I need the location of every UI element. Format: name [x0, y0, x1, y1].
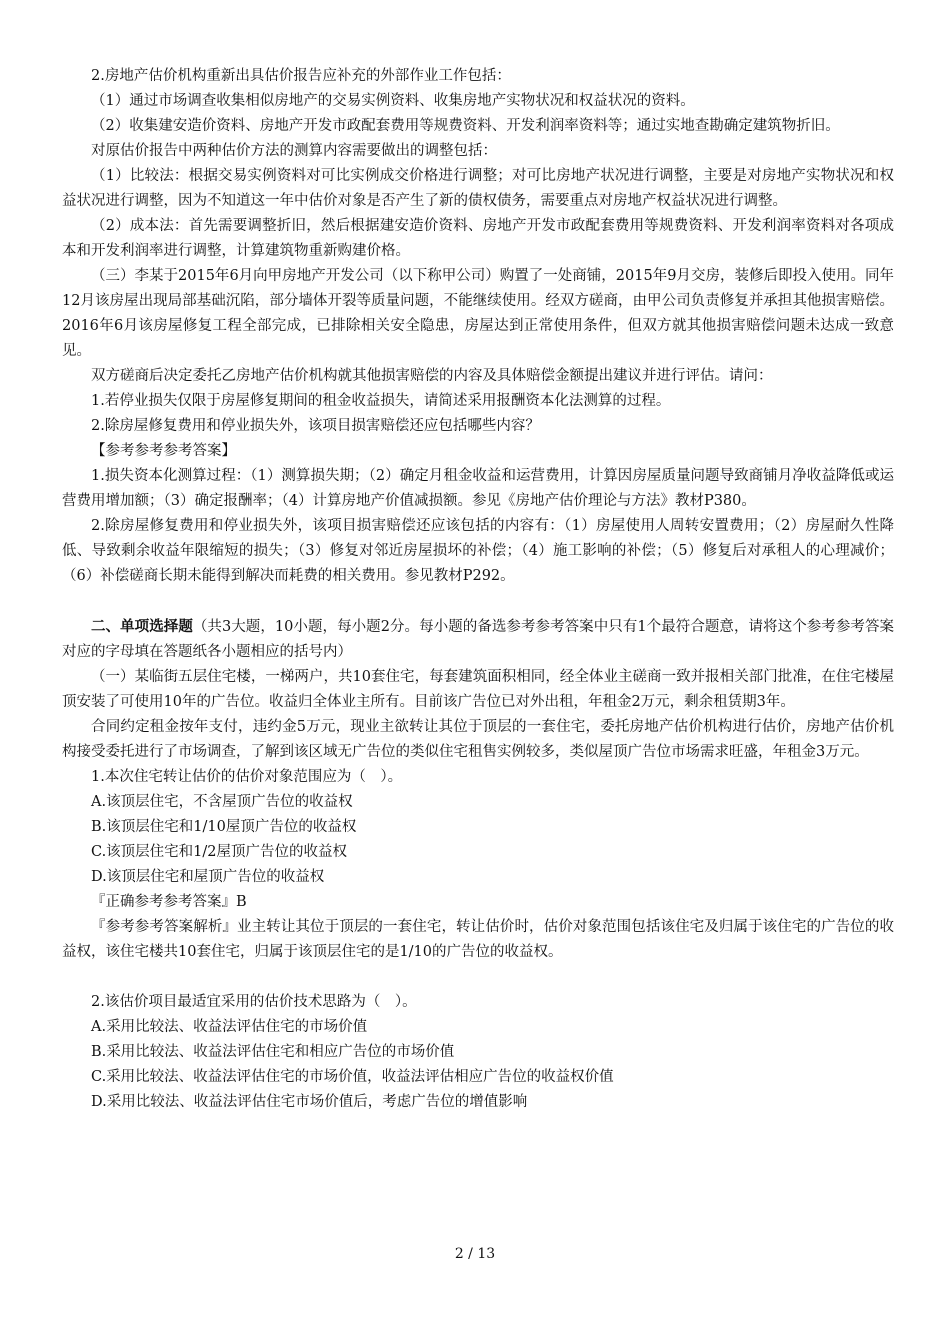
spacer [62, 965, 894, 990]
paragraph: （2）成本法：首先需要调整折旧，然后根据建安造价资料、房地产开发市政配套费用等规费资料、开发利润率资料对各项成本和开发利润率进行调整，计算建筑物重新购建价格。 [62, 218, 894, 259]
paragraph: （三）李某于2015年6月向甲房地产开发公司（以下称甲公司）购置了一处商铺，2015年9月交房，装修后即投入使用。同年12月该房屋出现局部基础沉陷，部分墙体开裂等质量问题，不能继续使用。经双方磋商，由甲公司负责修复并承担其他损害赔偿。2016年6月该房屋修复工程全部完成，已排除相关安全隐患，房屋达到正常使用条件，但双方就其他损害赔偿问题未达成一致意见。 [62, 268, 894, 359]
correct-answer: 『正确参考参考答案』B [91, 894, 247, 910]
answer-paragraph: 1.损失资本化测算过程：（1）测算损失期；（2）确定月租金收益和运营费用，计算因房屋质量问题导致商铺月净收益降低或运营费用增加额；（3）确定报酬率；（4）计算房地产价值减损额。参见《房地产估价理论与方法》教材P380。 [62, 468, 894, 509]
spacer [62, 589, 894, 614]
paragraph: （2）收集建安造价资料、房地产开发市政配套费用等规费资料、开发利润率资料等；通过实地查勘确定建筑物折旧。 [91, 118, 840, 134]
paragraph: 双方磋商后决定委托乙房地产估价机构就其他损害赔偿的内容及具体赔偿金额提出建议并进行评估。请问： [91, 368, 773, 384]
option-d: D.该顶层住宅和屋顶广告位的收益权 [91, 869, 325, 885]
case-paragraph: 合同约定租金按年支付，违约金5万元，现业主欲转让其位于顶层的一套住宅，委托房地产估价机构进行估价，房地产估价机构接受委托进行了市场调查，了解到该区域无广告位的类似住宅租售实例较多，类似屋顶广告位市场需求旺盛，年租金3万元。 [62, 719, 894, 760]
question: 2.除房屋修复费用和停业损失外，该项目损害赔偿还应包括哪些内容？ [91, 418, 540, 434]
option-a: A.采用比较法、收益法评估住宅的市场价值 [91, 1019, 368, 1035]
paragraph: （1）通过市场调查收集相似房地产的交易实例资料、收集房地产实物状况和权益状况的资料。 [91, 93, 695, 109]
paragraph: 对原估价报告中两种估价方法的测算内容需要做出的调整包括： [91, 143, 497, 159]
paragraph: 2.房地产估价机构重新出具估价报告应补充的外部作业工作包括： [91, 68, 511, 84]
question-stem: 1.本次住宅转让估价的估价对象范围应为（ ）。 [91, 769, 403, 785]
option-c: C.采用比较法、收益法评估住宅的市场价值，收益法评估相应广告位的收益权价值 [91, 1069, 614, 1085]
question-stem: 2.该估价项目最适宜采用的估价技术思路为（ ）。 [91, 994, 417, 1010]
option-b: B.该顶层住宅和1/10屋顶广告位的收益权 [91, 819, 357, 835]
paragraph: （1）比较法：根据交易实例资料对可比实例成交价格进行调整；对可比房地产状况进行调整，主要是对房地产实物状况和权益状况进行调整，因为不知道这一年中估价对象是否产生了新的债权债务，需要重点对房地产权益状况进行调整。 [62, 168, 894, 209]
question: 1.若停业损失仅限于房屋修复期间的租金收益损失，请简述采用报酬资本化法测算的过程。 [91, 393, 671, 409]
option-d: D.采用比较法、收益法评估住宅市场价值后，考虑广告位的增值影响 [91, 1094, 528, 1110]
answer-analysis: 『参考参考答案解析』业主转让其位于顶层的一套住宅，转让估价时，估价对象范围包括该住宅及归属于该住宅的广告位的收益权，该住宅楼共10套住宅，归属于该顶层住宅的是1/10的广告位的收益权。 [62, 919, 894, 960]
section-title: 二、单项选择题 [91, 618, 193, 635]
case-paragraph: （一）某临街五层住宅楼，一梯两户，共10套住宅，每套建筑面积相同，经全体业主磋商一致并报相关部门批准，在住宅楼屋顶安装了可使用10年的广告位。收益归全体业主所有。目前该广告位已对外出租，年租金2万元，剩余租赁期3年。 [62, 669, 894, 710]
answer-heading: 【参考参考参考答案】 [91, 443, 236, 459]
option-c: C.该顶层住宅和1/2屋顶广告位的收益权 [91, 844, 348, 860]
document-body [62, 64, 894, 1115]
page-number: 2 / 13 [454, 1246, 496, 1262]
section-heading [62, 614, 894, 665]
option-a: A.该顶层住宅，不含屋顶广告位的收益权 [91, 794, 353, 810]
answer-paragraph: 2.除房屋修复费用和停业损失外，该项目损害赔偿还应该包括的内容有：（1）房屋使用人周转安置费用；（2）房屋耐久性降低、导致剩余收益年限缩短的损失；（3）修复对邻近房屋损坏的补偿；（4）施工影响的补偿；（5）修复后对承租人的心理减价；（6）补偿磋商长期未能得到解决而耗费的相关费用。参见教材P292。 [62, 518, 894, 584]
section-description: （共3大题，10小题，每小题2分。每小题的备选参考参考答案中只有1个最符合题意，请将这个参考参考答案对应的字母填在答题纸各小题相应的括号内） [62, 619, 895, 660]
option-b: B.采用比较法、收益法评估住宅和相应广告位的市场价值 [91, 1044, 455, 1060]
